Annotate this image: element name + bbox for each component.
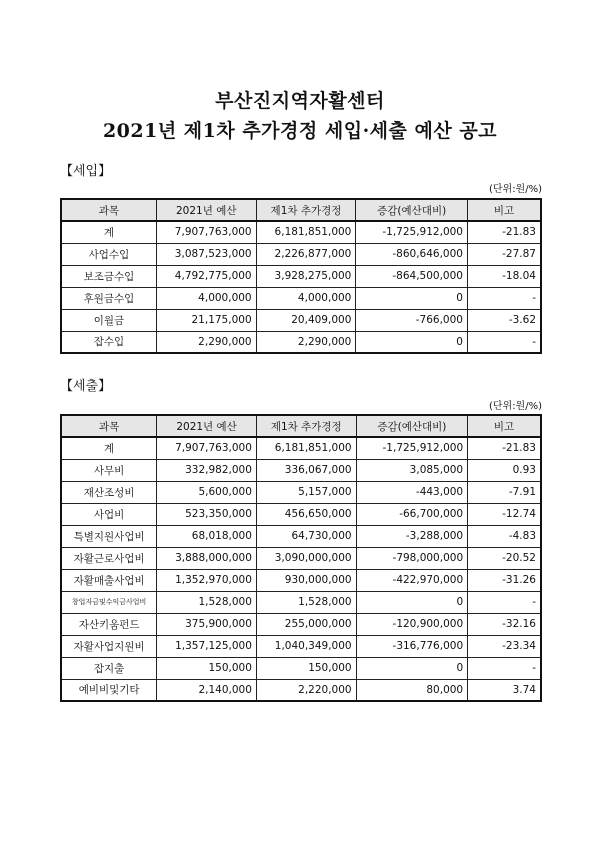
revenue-cell: 0 [356, 331, 468, 353]
expense-cell: -422,970,000 [356, 569, 468, 591]
expense-header-row [61, 415, 541, 437]
revenue-table-row [61, 243, 541, 265]
revenue-cell: 사업수입 [61, 243, 156, 265]
expense-unit-note: (단위:원/%) [488, 401, 542, 412]
expense-cell: 5,600,000 [157, 481, 257, 503]
expense-cell: 64,730,000 [256, 525, 356, 547]
expense-table-row [61, 459, 541, 481]
expense-cell: 255,000,000 [256, 613, 356, 635]
revenue-table-row [61, 287, 541, 309]
revenue-table [60, 198, 542, 354]
revenue-cell: -21.83 [467, 221, 541, 243]
revenue-cell: 후원금수입 [61, 287, 156, 309]
expense-cell: -798,000,000 [356, 547, 468, 569]
expense-cell: -7.91 [468, 481, 541, 503]
revenue-cell: 보조금수입 [61, 265, 156, 287]
expense-cell: 1,357,125,000 [157, 635, 257, 657]
expense-cell: 7,907,763,000 [157, 437, 257, 459]
document-title: 부산진지역자활센터 [215, 90, 385, 112]
revenue-table-row [61, 331, 541, 353]
expense-cell: - [468, 591, 541, 613]
revenue-cell: 20,409,000 [256, 309, 356, 331]
revenue-cell: -766,000 [356, 309, 468, 331]
expense-table-row [61, 613, 541, 635]
revenue-cell: 2,290,000 [256, 331, 356, 353]
revenue-cell: 7,907,763,000 [156, 221, 256, 243]
expense-cell: -1,725,912,000 [356, 437, 468, 459]
revenue-cell: 2,290,000 [156, 331, 256, 353]
expense-cell: 68,018,000 [157, 525, 257, 547]
expense-cell: 자활근로사업비 [61, 547, 157, 569]
revenue-header-cell: 과목 [61, 199, 156, 221]
expense-table-row [61, 437, 541, 459]
expense-cell: 사업비 [61, 503, 157, 525]
expense-cell: -23.34 [468, 635, 541, 657]
expense-header-cell: 증감(예산대비) [356, 415, 468, 437]
revenue-cell: 6,181,851,000 [256, 221, 356, 243]
expense-cell: 예비비및기타 [61, 679, 157, 701]
revenue-cell: -18.04 [467, 265, 541, 287]
expense-cell: 6,181,851,000 [256, 437, 356, 459]
revenue-cell: 3,928,275,000 [256, 265, 356, 287]
expense-section-label: 【세출】 [60, 379, 112, 394]
revenue-cell: -860,646,000 [356, 243, 468, 265]
expense-cell: -66,700,000 [356, 503, 468, 525]
revenue-cell: -3.62 [467, 309, 541, 331]
expense-cell: 3,085,000 [356, 459, 468, 481]
expense-cell: 3,888,000,000 [157, 547, 257, 569]
expense-cell: 잡지출 [61, 657, 157, 679]
expense-cell: 523,350,000 [157, 503, 257, 525]
expense-cell: 336,067,000 [256, 459, 356, 481]
expense-cell: 창업자금및수익금사업비 [61, 591, 157, 613]
revenue-cell: -1,725,912,000 [356, 221, 468, 243]
expense-cell: 456,650,000 [256, 503, 356, 525]
expense-table [60, 414, 542, 702]
expense-cell: 150,000 [256, 657, 356, 679]
expense-cell: -12.74 [468, 503, 541, 525]
expense-cell: 사무비 [61, 459, 157, 481]
revenue-header-cell: 2021년 예산 [156, 199, 256, 221]
revenue-cell: 이월금 [61, 309, 156, 331]
expense-cell: -4.83 [468, 525, 541, 547]
expense-cell: 자산키움펀드 [61, 613, 157, 635]
revenue-cell: 2,226,877,000 [256, 243, 356, 265]
revenue-cell: 3,087,523,000 [156, 243, 256, 265]
expense-header-cell: 과목 [61, 415, 157, 437]
revenue-cell: 4,000,000 [156, 287, 256, 309]
expense-cell: 3,090,000,000 [256, 547, 356, 569]
expense-table-row [61, 679, 541, 701]
expense-cell: -3,288,000 [356, 525, 468, 547]
revenue-cell: - [467, 331, 541, 353]
expense-table-row [61, 569, 541, 591]
expense-cell: -21.83 [468, 437, 541, 459]
revenue-cell: 잡수입 [61, 331, 156, 353]
expense-cell: 1,528,000 [256, 591, 356, 613]
expense-cell: 2,140,000 [157, 679, 257, 701]
expense-cell: 3.74 [468, 679, 541, 701]
revenue-table-row [61, 221, 541, 243]
expense-table-row [61, 591, 541, 613]
revenue-cell: 4,000,000 [256, 287, 356, 309]
expense-table-row [61, 481, 541, 503]
expense-cell: 0 [356, 591, 468, 613]
expense-cell: -32.16 [468, 613, 541, 635]
expense-cell: 375,900,000 [157, 613, 257, 635]
expense-cell: 80,000 [356, 679, 468, 701]
revenue-cell: 계 [61, 221, 156, 243]
revenue-unit-note: (단위:원/%) [488, 184, 542, 195]
expense-cell: 특별지원사업비 [61, 525, 157, 547]
expense-table-row [61, 635, 541, 657]
revenue-cell: 0 [356, 287, 468, 309]
expense-cell: -443,000 [356, 481, 468, 503]
revenue-section-label: 【세입】 [60, 164, 112, 179]
expense-table-row [61, 503, 541, 525]
expense-cell: - [468, 657, 541, 679]
expense-cell: 1,528,000 [157, 591, 257, 613]
revenue-header-cell: 제1차 추가경정 [256, 199, 356, 221]
revenue-table-row [61, 265, 541, 287]
expense-cell: 1,352,970,000 [157, 569, 257, 591]
revenue-cell: 4,792,775,000 [156, 265, 256, 287]
expense-table-row [61, 547, 541, 569]
revenue-header-cell: 비고 [467, 199, 541, 221]
revenue-cell: -864,500,000 [356, 265, 468, 287]
expense-cell: 0 [356, 657, 468, 679]
expense-cell: 5,157,000 [256, 481, 356, 503]
revenue-table-row [61, 309, 541, 331]
expense-cell: 930,000,000 [256, 569, 356, 591]
expense-cell: 0.93 [468, 459, 541, 481]
expense-cell: 332,982,000 [157, 459, 257, 481]
expense-cell: 자활사업지원비 [61, 635, 157, 657]
expense-cell: 150,000 [157, 657, 257, 679]
revenue-cell: -27.87 [467, 243, 541, 265]
expense-cell: -316,776,000 [356, 635, 468, 657]
expense-cell: -31.26 [468, 569, 541, 591]
expense-cell: 1,040,349,000 [256, 635, 356, 657]
expense-table-row [61, 657, 541, 679]
revenue-header-cell: 증감(예산대비) [356, 199, 468, 221]
revenue-header-row [61, 199, 541, 221]
expense-cell: -120,900,000 [356, 613, 468, 635]
expense-table-row [61, 525, 541, 547]
revenue-cell: 21,175,000 [156, 309, 256, 331]
expense-cell: 2,220,000 [256, 679, 356, 701]
document-subtitle: 2021년 제1차 추가경정 세입·세출 예산 공고 [102, 120, 498, 142]
expense-header-cell: 2021년 예산 [157, 415, 257, 437]
expense-cell: 계 [61, 437, 157, 459]
expense-cell: -20.52 [468, 547, 541, 569]
expense-cell: 재산조성비 [61, 481, 157, 503]
revenue-cell: - [467, 287, 541, 309]
expense-cell: 자활매출사업비 [61, 569, 157, 591]
expense-header-cell: 비고 [468, 415, 541, 437]
expense-header-cell: 제1차 추가경정 [256, 415, 356, 437]
